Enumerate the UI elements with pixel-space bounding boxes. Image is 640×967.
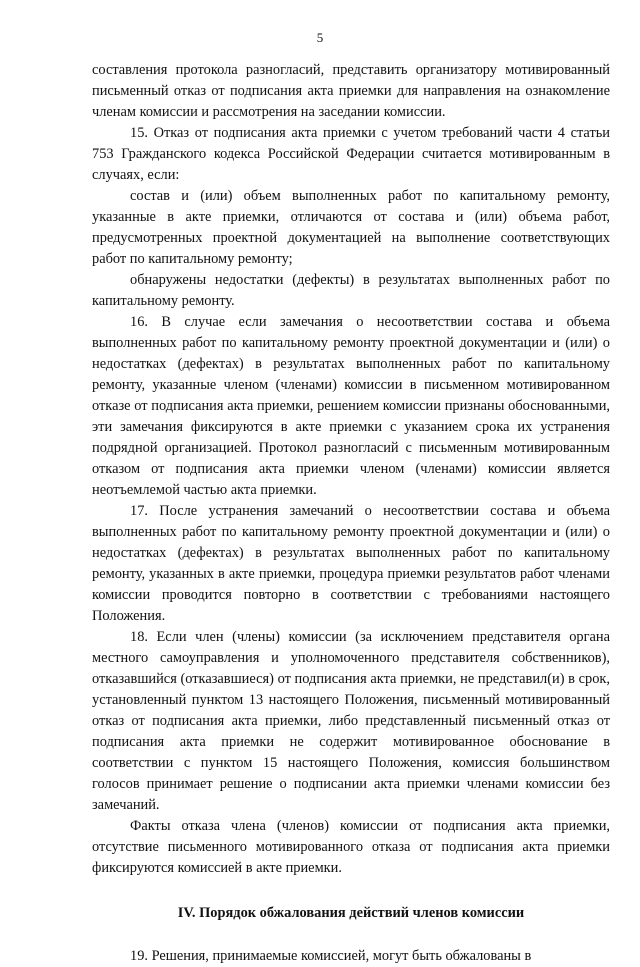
document-body bbox=[92, 60, 610, 967]
section-heading: IV. Порядок обжалования действий членов комиссии bbox=[177, 905, 525, 921]
paragraph-item-18: 18. Если член (члены) комиссии (за исключением представителя органа местного самоуправления и уполномоченного представителя собственников), отказавшийся (отказавшиеся) от подписания акта приемки, не представил(и) в срок, установленный пунктом 13 настоящего Положения, письменный мотивированный отказ от подписания акта приемки, либо представленный письменный отказ от подписания акта приемки не содержит мотивированное обоснование в соответствии с пунктом 15 настоящего Положения, комиссия большинством голосов принимает решение о подписании акта приемки членами комиссии без замечаний. bbox=[92, 629, 610, 813]
paragraph-item-17: 17. После устранения замечаний о несоответствии состава и объема выполненных работ по капитальному ремонту проектной документации и (или) о недостатках (дефектах) в результатах выполненных работ по капитальному ремонту, указанных в акте приемки, процедура приемки результатов работ членами комиссии проводится повторно в соответствии с требованиями настоящего Положения. bbox=[92, 503, 610, 624]
paragraph-case-1: состав и (или) объем выполненных работ по капитальному ремонту, указанные в акте приемки, отличаются от состава и (или) объема работ, предусмотренных проектной документацией на выполнение соответствующих работ по капитальному ремонту; bbox=[92, 188, 610, 267]
paragraph-item-15: 15. Отказ от подписания акта приемки с учетом требований части 4 статьи 753 Гражданского кодекса Российской Федерации считается мотивированным в случаях, если: bbox=[92, 125, 610, 183]
paragraph-case-2: обнаружены недостатки (дефекты) в результатах выполненных работ по капитальному ремонту. bbox=[92, 272, 610, 309]
paragraph-item-19: 19. Решения, принимаемые комиссией, могут быть обжалованы в bbox=[130, 948, 532, 964]
paragraph-refusal-facts: Факты отказа члена (членов) комиссии от подписания акта приемки, отсутствие письменного мотивированного отказа от подписания акта приемки фиксируются комиссией в акте приемки. bbox=[92, 818, 610, 876]
page-number: 5 bbox=[316, 30, 324, 45]
paragraph-item-16: 16. В случае если замечания о несоответствии состава и объема выполненных работ по капитальному ремонту проектной документации и (или) о недостатках (дефектах) в результатах выполненных работ по капитальному ремонту, указанные членом (членами) комиссии в письменном мотивированном отказе от подписания акта приемки, решением комиссии признаны обоснованными, эти замечания фиксируются в акте приемки с указанием срока их устранения подрядной организацией. Протокол разногласий с письменным мотивированным отказом от подписания акта приемки членом (членами) комиссии является неотъемлемой частью акта приемки. bbox=[92, 314, 610, 498]
paragraph-continuation: составления протокола разногласий, представить организатору мотивированный письменный отказ от подписания акта приемки для направления на ознакомление членам комиссии и рассмотрения на заседании комиссии. bbox=[92, 62, 610, 120]
